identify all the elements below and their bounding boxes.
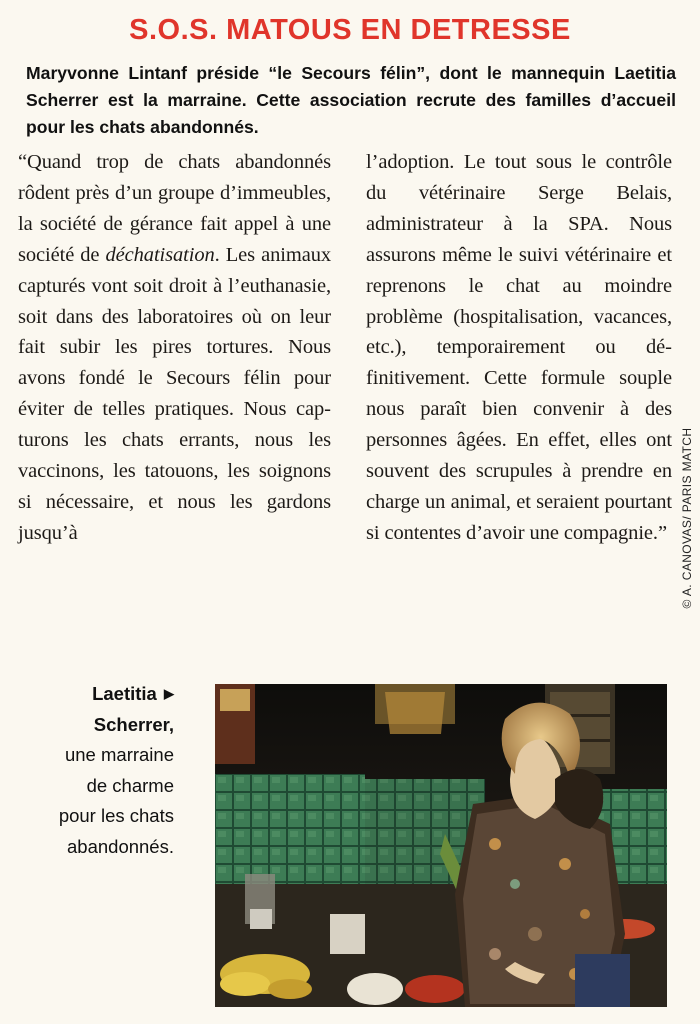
caption-line: abandonnés. <box>67 835 174 857</box>
photo-caption <box>0 679 174 862</box>
kitchen-photo-image <box>215 684 667 1007</box>
photo-credit-text: © A. CANOVAS/ PARIS MATCH <box>680 427 694 609</box>
article-lead: Maryvonne Lintanf préside “le Secours félin”, dont le mannequin Laetitia Scherrer est la marraine. Cette association recrute des familles d’accueil pour les chats abandonnés. <box>26 63 676 137</box>
caption-name-last: Scherrer, <box>93 713 174 735</box>
caption-name-first: Laetitia <box>92 683 157 704</box>
body-text: . Les animaux capturés vont soit droit à l’euthanasie, soit dans des laboratoires où on leur fait subir les pires tortures. Nous avons fondé le Secours félin pour éviter de telles pratiques. Nous capturons les chats errants, nous les vaccinons, les tatouons, les soignons si nécessaire, et nous les gardons jusqu’à <box>18 243 332 544</box>
body-text: “Quand trop de chats abandonnés rôdent près d’un groupe d’immeubles, la société de gérance fait appel à une société de <box>18 151 331 266</box>
arrow-right-icon: ▶ <box>164 686 174 701</box>
photo-credit <box>676 393 698 643</box>
caption-name <box>0 679 174 710</box>
caption-line: pour les chats <box>58 805 174 826</box>
caption-line: une marraine <box>64 744 174 765</box>
body-column-left <box>18 147 331 549</box>
body-column-right: l’adoption. Le tout sous le contrôle du vétérinaire Serge Belais, administrateur à la SPA. Nous assurons même le suivi vétérinaire et reprenons le chat au moindre problème (hospitalisation, vacances, etc.), temporairement ou définitivement. Cette formule souple nous paraît bien convenir à des personnes âgées. En effet, elles ont souvent des scrupules à prendre en charge un animal, et seraient pourtant si contentes d’avoir une compagnie.” <box>366 151 672 544</box>
kitchen-photo <box>215 684 667 1007</box>
article-headline: S.O.S. MATOUS EN DETRESSE <box>129 14 571 46</box>
body-text-italic: déchatisation <box>105 243 215 266</box>
caption-line: de charme <box>86 774 174 796</box>
